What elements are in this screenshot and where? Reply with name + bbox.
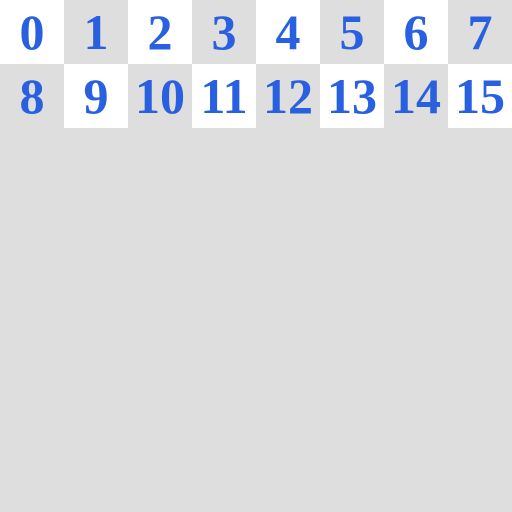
tile-4: 4 xyxy=(256,0,320,64)
tile-10: 10 xyxy=(128,64,192,128)
tile-8: 8 xyxy=(0,64,64,128)
tile-6: 6 xyxy=(384,0,448,64)
tile-0: 0 xyxy=(0,0,64,64)
tile-14: 14 xyxy=(384,64,448,128)
tile-15: 15 xyxy=(448,64,512,128)
tile-grid xyxy=(0,0,512,128)
tile-1: 1 xyxy=(64,0,128,64)
tile-13: 13 xyxy=(320,64,384,128)
tile-5: 5 xyxy=(320,0,384,64)
tile-11: 11 xyxy=(192,64,256,128)
tile-9: 9 xyxy=(64,64,128,128)
tile-7: 7 xyxy=(448,0,512,64)
tile-12: 12 xyxy=(256,64,320,128)
tile-3: 3 xyxy=(192,0,256,64)
tile-2: 2 xyxy=(128,0,192,64)
